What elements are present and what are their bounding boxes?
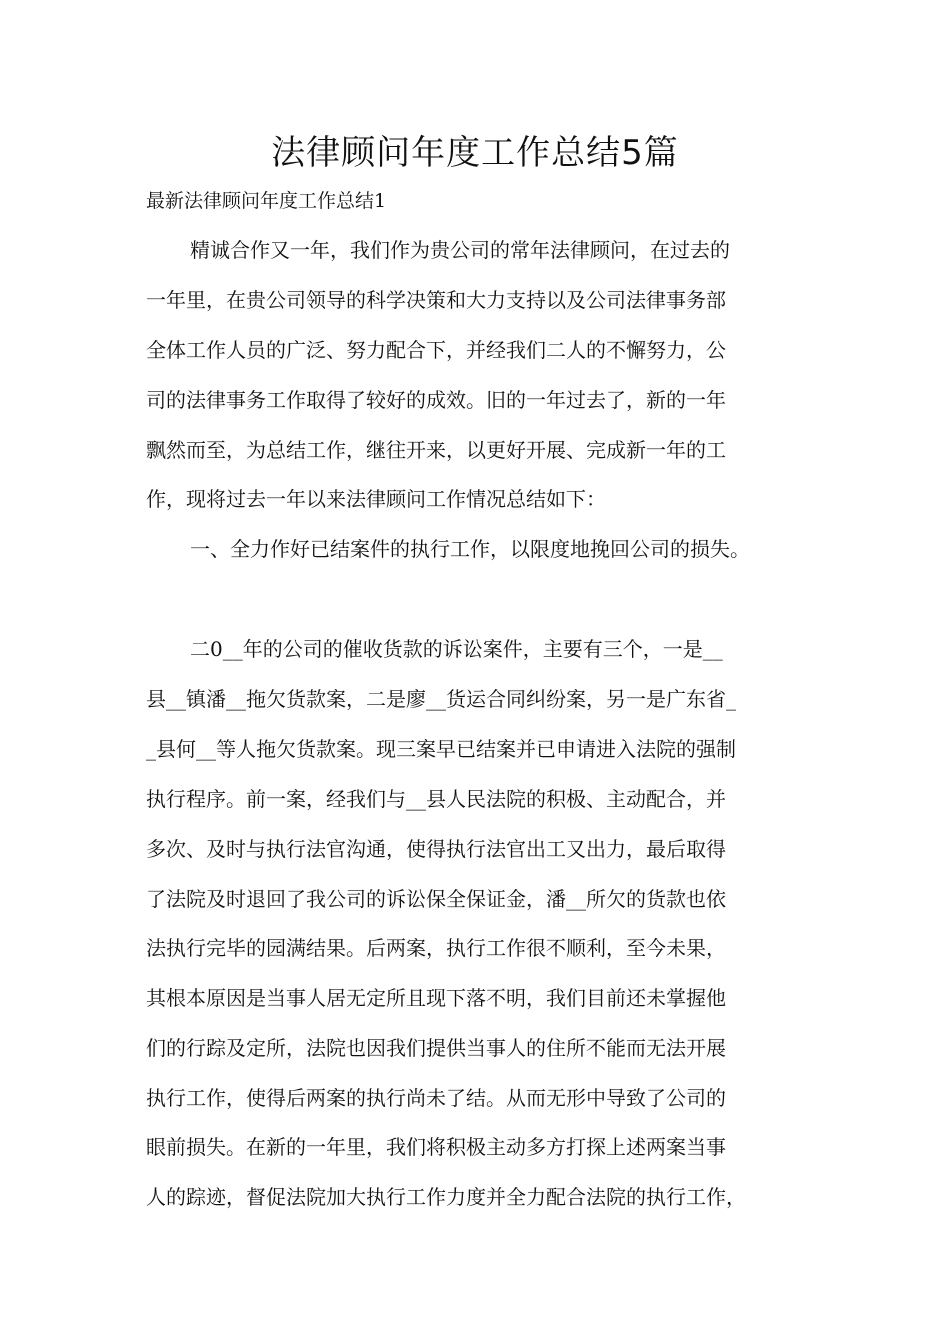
body-line: 法执行完毕的园满结果。后两案，执行工作很不顺利，至今未果，	[146, 936, 726, 960]
body-line: 人的踪迹，督促法院加大执行工作力度并全力配合法院的执行工作，	[146, 1185, 746, 1209]
document-title: 法律顾问年度工作总结5篇	[271, 133, 679, 173]
body-line: 司的法律事务工作取得了较好的成效。旧的一年过去了，新的一年	[146, 388, 726, 412]
body-line: 一年里，在贵公司领导的科学决策和大力支持以及公司法律事务部	[146, 288, 726, 312]
body-line: 了法院及时退回了我公司的诉讼保全保证金，潘__所欠的货款也依	[146, 887, 726, 911]
section-heading: 一、全力作好已结案件的执行工作，以限度地挽回公司的损失。	[190, 537, 750, 561]
body-line: 作，现将过去一年以来法律顾问工作情况总结如下：	[146, 487, 606, 511]
body-line: 二0__年的公司的催收货款的诉讼案件，主要有三个，一是__	[190, 637, 723, 661]
body-line: 多次、及时与执行法官沟通，使得执行法官出工又出力，最后取得	[146, 837, 726, 861]
body-line: 全体工作人员的广泛、努力配合下，并经我们二人的不懈努力，公	[146, 338, 726, 362]
body-line: 眼前损失。在新的一年里，我们将积极主动多方打探上述两案当事	[146, 1135, 726, 1159]
body-line: _县何__等人拖欠货款案。现三案早已结案并已申请进入法院的强制	[146, 737, 736, 761]
body-line: 其根本原因是当事人居无定所且现下落不明，我们目前还未掌握他	[146, 986, 726, 1010]
body-line: 执行程序。前一案，经我们与__县人民法院的积极、主动配合，并	[146, 787, 726, 811]
body-line: 县__镇潘__拖欠货款案，二是廖__货运合同纠纷案，另一是广东省_	[146, 687, 736, 711]
body-line: 执行工作，使得后两案的执行尚未了结。从而无形中导致了公司的	[146, 1086, 726, 1110]
document-subtitle: 最新法律顾问年度工作总结1	[146, 190, 387, 212]
body-line: 飘然而至，为总结工作，继往开来，以更好开展、完成新一年的工	[146, 438, 726, 462]
body-line: 们的行踪及定所，法院也因我们提供当事人的住所不能而无法开展	[146, 1036, 726, 1060]
body-line: 精诚合作又一年，我们作为贵公司的常年法律顾问，在过去的	[190, 238, 730, 262]
